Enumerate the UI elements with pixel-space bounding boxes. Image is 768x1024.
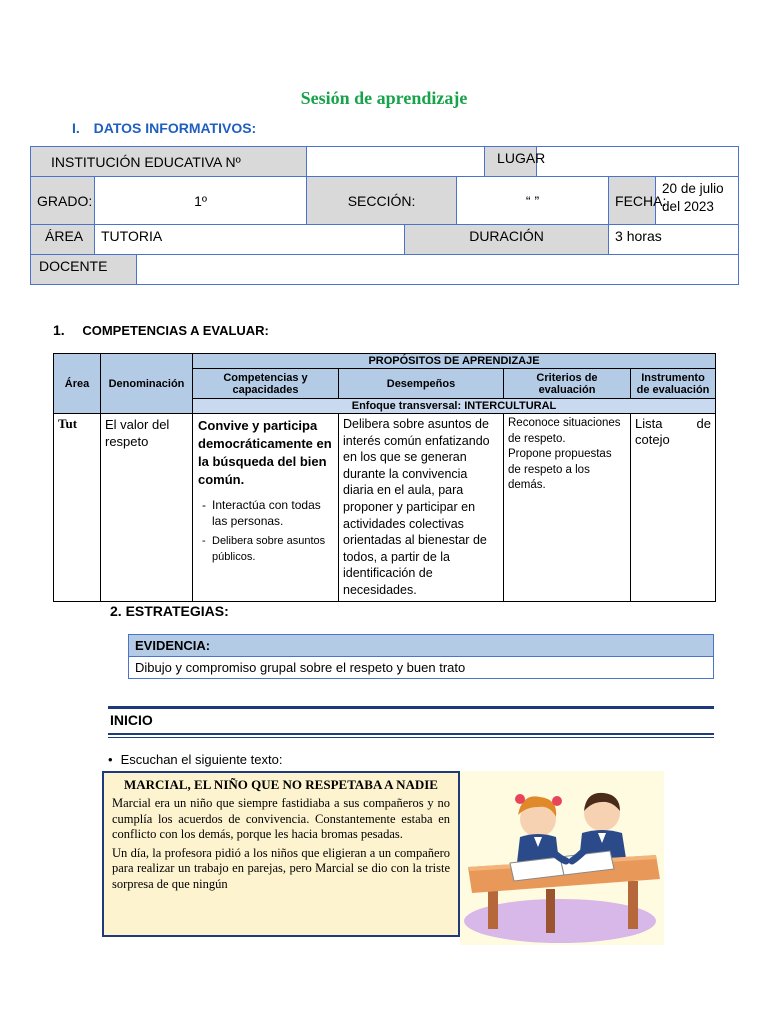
story-box <box>102 771 460 937</box>
inicio-heading: INICIO <box>110 712 153 728</box>
header-propositos: PROPÓSITOS DE APRENDIZAJE <box>193 354 716 369</box>
evidencia-value: Dibujo y compromiso grupal sobre el respeto y buen trato <box>129 657 714 679</box>
capacidad-item: - Delibera sobre asuntos públicos. <box>198 533 333 565</box>
duracion-label: DURACIÓN <box>405 225 609 255</box>
competencia-cell <box>193 414 339 602</box>
area-label: ÁREA <box>31 225 95 255</box>
story-paragraph: Marcial era un niño que siempre fastidiaba a sus compañeros y no cumplía los acuerdos de convivencia. Constantemente estaba en conflicto con los demás, porque les hacia bromas pesadas. <box>112 796 450 842</box>
desempeno-text: Delibera sobre asuntos de interés común enfatizando en los que se generan durante la convivencia diaria en el aula, para proponer y participar en actividades colectivas orientadas al bienestar de todos, a partir de la identificación de necesidades. <box>343 417 490 597</box>
section-number: I. <box>72 120 80 136</box>
capacidad-item: - Interactúa con todas las personas. <box>198 497 333 529</box>
section-heading-competencias <box>53 322 269 338</box>
criterios-cell <box>504 414 631 602</box>
section-label: DATOS INFORMATIVOS: <box>93 120 257 136</box>
divider <box>108 733 714 735</box>
evidencia-table <box>128 634 714 679</box>
section-heading-datos <box>72 120 256 136</box>
bullet-text: Escuchan el siguiente texto: <box>120 752 283 767</box>
section-number: 1. <box>53 322 65 338</box>
lugar-value <box>537 147 739 177</box>
section-heading-estrategias: 2. ESTRATEGIAS: <box>110 603 229 619</box>
duracion-value: 3 horas <box>609 225 739 255</box>
denominacion-cell <box>101 414 193 602</box>
instrumento-cell <box>631 414 716 602</box>
header-criterios: Criterios de evaluación <box>504 369 631 399</box>
desempeno-cell <box>339 414 504 602</box>
competencia-text: Convive y participa democráticamente en la búsqueda del bien común. <box>198 418 332 487</box>
institucion-label: INSTITUCIÓN EDUCATIVA Nº <box>31 147 307 177</box>
fecha-value: 20 de julio del 2023 <box>656 177 739 225</box>
lugar-label: LUGAR <box>485 147 537 177</box>
criterio-text: Propone propuestas de respeto a los demás. <box>508 448 612 491</box>
divider <box>108 737 714 738</box>
enfoque-transversal: Enfoque transversal: INTERCULTURAL <box>193 399 716 414</box>
bullet-item <box>108 752 282 767</box>
grado-value: 1º <box>95 177 307 225</box>
header-area: Área <box>54 354 101 414</box>
evidencia-label: EVIDENCIA: <box>129 635 714 657</box>
area-text: Tut <box>58 416 78 431</box>
section-label: COMPETENCIAS A EVALUAR: <box>82 323 269 338</box>
grado-label: GRADO: <box>31 177 95 225</box>
bullet-dot-icon: • <box>108 752 113 767</box>
header-competencias: Competencias y capacidades <box>193 369 339 399</box>
header-instrumento: Instrumento de evaluación <box>631 369 716 399</box>
criterio-text: Reconoce situaciones de respeto. <box>508 417 621 445</box>
page-title: Sesión de aprendizaje <box>300 88 468 108</box>
seccion-label: SECCIÓN: <box>307 177 457 225</box>
instrumento-text: Lista de cotejo <box>635 416 712 447</box>
area-value: TUTORIA <box>95 225 405 255</box>
header-desempenos: Desempeños <box>339 369 504 399</box>
denominacion-text: El valor del respeto <box>105 417 170 449</box>
competencias-table <box>53 353 716 602</box>
divider <box>108 706 714 709</box>
capacidades-list <box>198 497 333 565</box>
children-at-desk-illustration <box>460 771 664 945</box>
story-title: MARCIAL, EL NIÑO QUE NO RESPETABA A NADIE <box>124 777 438 792</box>
docente-value <box>137 255 739 285</box>
info-table <box>30 146 739 285</box>
fecha-label: FECHA: <box>609 177 656 225</box>
story-paragraph: Un día, la profesora pidió a los niños que eligieran a un compañero para realizar un trabajo en parejas, pero Marcial se dio con la triste sorpresa de que ningún <box>112 845 450 891</box>
institucion-value <box>307 147 485 177</box>
area-cell <box>54 414 101 602</box>
header-denominacion: Denominación <box>101 354 193 414</box>
docente-label: DOCENTE <box>31 255 137 285</box>
seccion-value: “ ” <box>457 177 609 225</box>
